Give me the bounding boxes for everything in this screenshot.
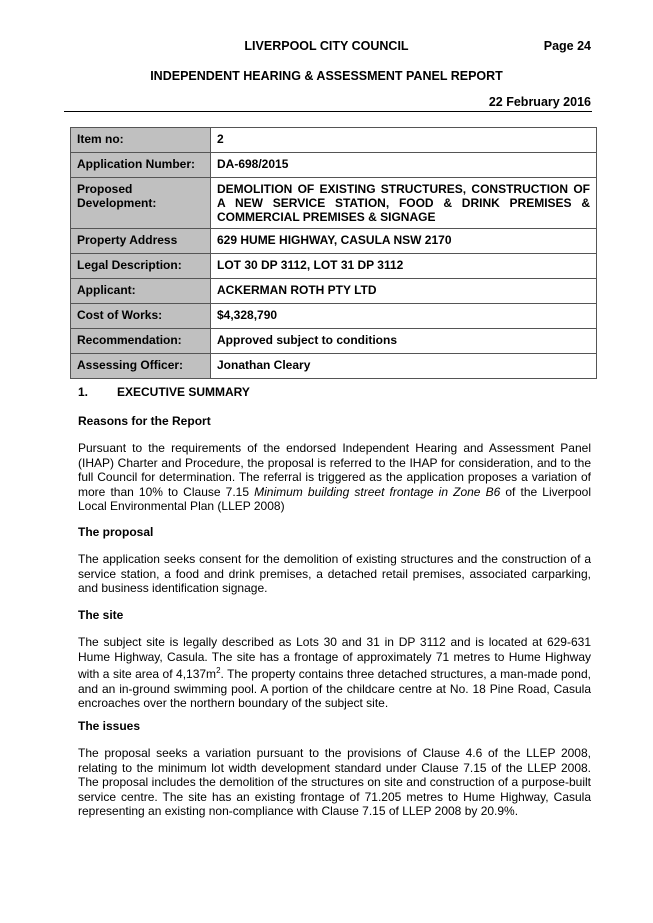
item-no-value: 2 [211,128,597,153]
issues-paragraph: The proposal seeks a variation pursuant to the provisions of Clause 4.6 of the LLEP 2008, relating to the minimum lot width development standard under Clause 7.15 of the LLEP 2008. The proposal includes the demolition of the structures on site and construction of a purpose-built service centre. The site has an existing frontage of 71.205 metres to Hume Highway, Casula representing an existing non-compliance with Clause 7.15 of LLEP 2008 by 20.9%. [78,746,591,819]
assessing-officer-label: Assessing Officer: [71,354,211,379]
property-address-value: 629 HUME HIGHWAY, CASULA NSW 2170 [211,229,597,254]
section-number: 1. [78,385,89,399]
reasons-text-a: Pursuant to the requirements of the endorsed Independent Hearing and Assessment Panel (IHAP) Charter and Procedure, the proposal is referred to the IHAP for consideration, and to the full Council for determination. The referral is triggered as the application proposes a variation of more than 10% to Clause 7.15 [78,441,591,499]
report-date: 22 February 2016 [488,95,591,109]
proposal-paragraph: The application seeks consent for the demolition of existing structures and the construction of a service station, a food and drink premises, a detached retail premises, associated carparking, and business identification signage. [78,552,591,596]
table-row [71,153,597,178]
section-title: EXECUTIVE SUMMARY [117,385,250,399]
recommendation-label: Recommendation: [71,329,211,354]
proposal-heading: The proposal [78,525,154,539]
assessing-officer-value: Jonathan Cleary [211,354,597,379]
legal-description-value: LOT 30 DP 3112, LOT 31 DP 3112 [211,254,597,279]
cost-of-works-value: $4,328,790 [211,304,597,329]
page-number: Page 24 [543,39,591,53]
reasons-paragraph [78,441,591,514]
header-divider [64,111,592,112]
table-row [71,178,597,229]
reasons-clause-title: Minimum building street frontage in Zone B6 [254,484,501,499]
legal-description-label: Legal Description: [71,254,211,279]
report-title: INDEPENDENT HEARING & ASSESSMENT PANEL REPORT [150,69,503,83]
recommendation-value: Approved subject to conditions [211,329,597,354]
proposed-development-value: DEMOLITION OF EXISTING STRUCTURES, CONSTRUCTION OF A NEW SERVICE STATION, FOOD & DRINK PREMISES & COMMERCIAL PREMISES & SIGNAGE [211,178,597,229]
site-heading: The site [78,608,124,622]
cost-of-works-label: Cost of Works: [71,304,211,329]
table-row [71,354,597,379]
site-paragraph [78,635,591,711]
applicant-label: Applicant: [71,279,211,304]
table-row [71,254,597,279]
issues-heading: The issues [78,719,141,733]
council-name: LIVERPOOL CITY COUNCIL [244,39,409,53]
reasons-text-b: of the Liverpool Local Environmental Plan (LLEP 2008) [78,484,591,514]
property-address-label: Property Address [71,229,211,254]
site-text-a: The subject site is legally described as Lots 30 and 31 in DP 3112 and is located at 629-631 Hume Highway, Casula. The site has a frontage of approximately 71 metres to Hume Highway with a site area of 4,137m [78,635,591,682]
site-area-superscript: 2 [216,666,221,676]
proposed-development-label: Proposed Development: [71,178,211,229]
section-heading [78,385,591,400]
reasons-heading: Reasons for the Report [78,414,211,428]
application-info-table [70,127,597,379]
application-number-label: Application Number: [71,153,211,178]
item-no-label: Item no: [71,128,211,153]
application-number-value: DA-698/2015 [211,153,597,178]
table-row [71,304,597,329]
table-row [71,229,597,254]
table-row [71,279,597,304]
table-row [71,329,597,354]
applicant-value: ACKERMAN ROTH PTY LTD [211,279,597,304]
table-row [71,128,597,153]
site-text-b: . The property contains three detached structures, a man-made pond, and an in-ground swimming pool. A portion of the childcare centre at No. 18 Pine Road, Casula encroaches over the northern boundary of the subject site. [78,667,591,711]
